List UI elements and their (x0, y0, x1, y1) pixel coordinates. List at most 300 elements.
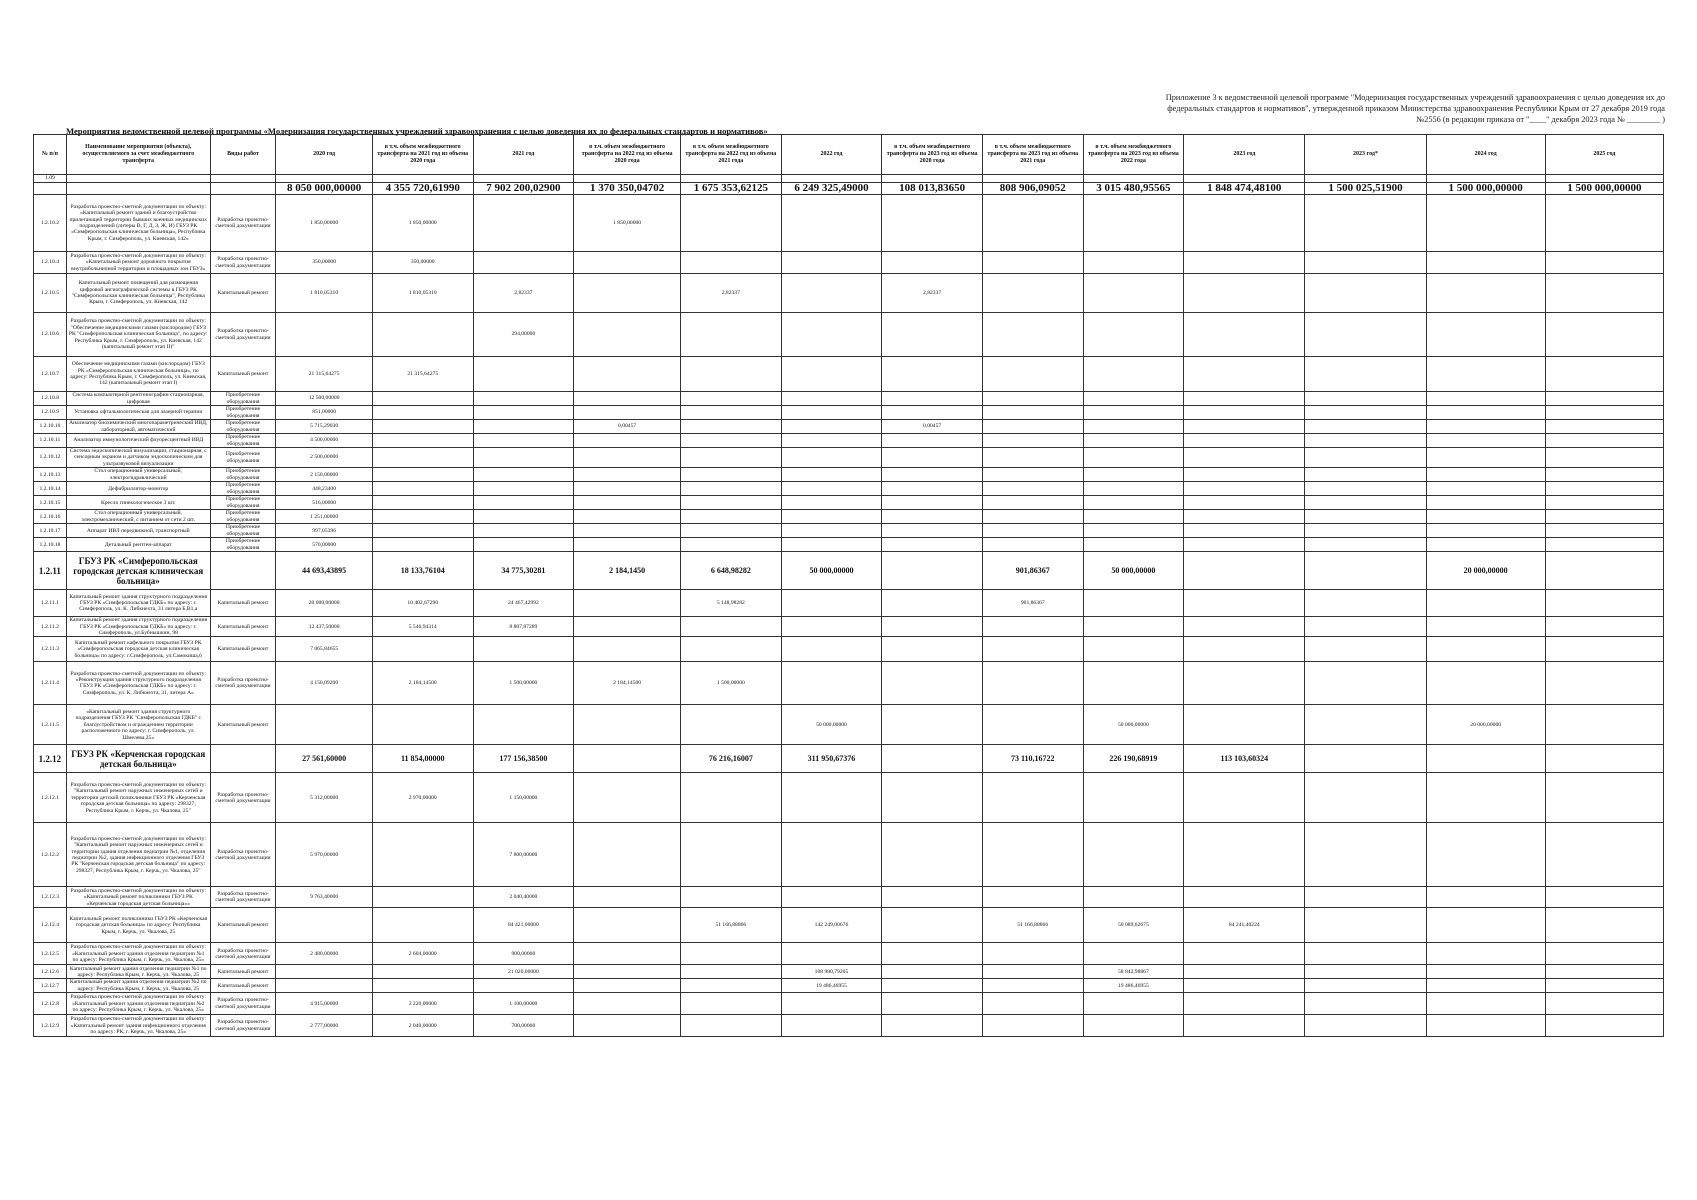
cell-y2023-from-2020 (882, 943, 983, 965)
cell-y2023-from-2021 (982, 965, 1083, 979)
cell-y2022-from-2021 (681, 773, 782, 823)
cell-y2024: 20 000,00000 (1426, 705, 1545, 745)
cell-y2025 (1545, 524, 1663, 538)
cell-y2021 (473, 434, 574, 448)
cell-y2022-from-2021 (681, 195, 782, 252)
cell-y2023-from-2022 (1083, 392, 1184, 406)
cell-y2023-from-2022 (1083, 420, 1184, 434)
cell-y2022 (781, 524, 882, 538)
cell-y2024 (1426, 175, 1545, 183)
cell-y2021-from-2020 (372, 313, 473, 357)
cell-y2023-from-2022 (1083, 406, 1184, 420)
cell-measure-name: ГБУЗ РК «Керченская городская детская больница» (66, 745, 210, 773)
cell-y2023-from-2022: 50 089,02675 (1083, 908, 1184, 943)
cell-y2023-star (1305, 175, 1426, 183)
table-row (34, 908, 1664, 943)
cell-y2023-from-2020 (882, 823, 983, 887)
cell-y2022-from-2020: 2 184,1450 (574, 552, 681, 590)
cell-y2023-from-2020 (882, 773, 983, 823)
cell-measure-name: Разработка проектно-сметной документации по объекту: «Капитальный ремонт здания отделения педиатрии №2 по адресу: Республика Крым, г. Керчь, ул. Чкалова, 25» (66, 993, 210, 1015)
cell-y2022-from-2021 (681, 705, 782, 745)
cell-work-type: Разработка проектно-сметной документации (210, 943, 276, 965)
table-row (34, 524, 1664, 538)
cell-y2023-star (1305, 965, 1426, 979)
cell-y2021-from-2020: 3 220,00000 (372, 993, 473, 1015)
cell-y2022-from-2021 (681, 823, 782, 887)
cell-measure-name: Анализатор биохимический многопараметрический ИВД, лабораторный, автоматический (66, 420, 210, 434)
cell-y2022 (781, 468, 882, 482)
cell-y2020 (276, 979, 373, 993)
cell-work-type: Капитальный ремонт (210, 705, 276, 745)
cell-y2023-from-2022 (1083, 195, 1184, 252)
cell-y2020: 2 500,00000 (276, 448, 373, 468)
cell-y2023-from-2021 (982, 252, 1083, 274)
cell-work-type: Разработка проектно-сметной документации (210, 252, 276, 274)
cell-y2022 (781, 482, 882, 496)
cell-y2021-from-2020 (372, 823, 473, 887)
cell-y2023-from-2021 (982, 496, 1083, 510)
cell-y2023-from-2022 (1083, 662, 1184, 705)
cell-y2022 (781, 392, 882, 406)
cell-y2023-from-2020 (882, 496, 983, 510)
cell-y2023-from-2021 (982, 705, 1083, 745)
cell-y2020 (276, 908, 373, 943)
cell-y2024 (1426, 392, 1545, 406)
cell-y2022-from-2020 (574, 705, 681, 745)
cell-measure-name: Разработка проектно-сметной документации по объекту: «Капитальный ремонт здания отделения педиатрии №1 по адресу: Республика Крым, г. Керчь, ул. Чкалова, 25» (66, 943, 210, 965)
cell-row-number: 1.2.12 (34, 745, 67, 773)
cell-y2023-from-2022 (1083, 175, 1184, 183)
cell-row-number: 1.2.10.15 (34, 496, 67, 510)
cell-y2023-from-2020 (882, 705, 983, 745)
cell-y2021 (473, 482, 574, 496)
cell-y2023-star (1305, 773, 1426, 823)
cell-y2023-from-2020 (882, 637, 983, 662)
cell-y2023-star (1305, 705, 1426, 745)
cell-y2023-from-2022 (1083, 887, 1184, 908)
cell-y2023-from-2022 (1083, 617, 1184, 637)
column-header-y2025: 2025 год (1545, 135, 1663, 175)
cell-y2023-star (1305, 524, 1426, 538)
cell-y2022-from-2020 (574, 1015, 681, 1037)
cell-row-number: 1.2.10.4 (34, 252, 67, 274)
table-row (34, 434, 1664, 448)
cell-y2022-from-2020 (574, 357, 681, 392)
cell-y2022-from-2021 (681, 448, 782, 468)
group-row (34, 552, 1664, 590)
cell-y2021: 21 020,00000 (473, 965, 574, 979)
cell-y2023 (1184, 538, 1305, 552)
cell-y2022: 50 000,00000 (781, 552, 882, 590)
cell-y2022 (781, 773, 882, 823)
column-header-y2022-from-2020: в т.ч. объем межбюджетного трансферта на 2022 год из объема 2020 года (574, 135, 681, 175)
cell-y2025 (1545, 979, 1663, 993)
cell-measure-name: Анализатор иммунологический флуоресцентный ИВД (66, 434, 210, 448)
cell-y2021 (473, 175, 574, 183)
cell-work-type: Приобретение оборудования (210, 524, 276, 538)
cell-y2023 (1184, 434, 1305, 448)
cell-y2025 (1545, 357, 1663, 392)
cell-y2024 (1426, 510, 1545, 524)
cell-y2022-from-2020 (574, 274, 681, 313)
cell-y2024 (1426, 274, 1545, 313)
cell-y2023-star (1305, 468, 1426, 482)
cell-y2023-from-2020 (882, 510, 983, 524)
cell-measure-name: Капитальный ремонт помещений для размещения цифровой ангиографической системы в ГБУЗ РК "Симферопольская клиническая больница", Республика Крым, г. Симферополь, ул. Киевская, 142 (66, 274, 210, 313)
cell-y2020: 5 312,00000 (276, 773, 373, 823)
cell-y2025 (1545, 1015, 1663, 1037)
cell-y2021 (473, 468, 574, 482)
cell-y2022-from-2021 (681, 313, 782, 357)
cell-y2021 (473, 979, 574, 993)
cell-y2023-from-2021: 901,86367 (982, 552, 1083, 590)
cell-row-number: 1.2.10.2 (34, 195, 67, 252)
cell-measure-name: Дефибриллятор-монитор (66, 482, 210, 496)
cell-y2024 (1426, 823, 1545, 887)
cell-y2024 (1426, 773, 1545, 823)
cell-y2023-star (1305, 420, 1426, 434)
cell-y2022-from-2021 (681, 392, 782, 406)
cell-y2024 (1426, 195, 1545, 252)
cell-y2020 (276, 313, 373, 357)
cell-y2022-from-2021 (681, 965, 782, 979)
cell-y2020: 2 777,00000 (276, 1015, 373, 1037)
cell-row-number: 1.2.10.18 (34, 538, 67, 552)
cell-y2023-star (1305, 482, 1426, 496)
cell-y2020: 1 251,00000 (276, 510, 373, 524)
cell-y2020: 20 000,00000 (276, 590, 373, 617)
cell-y2023-from-2020: 108 013,83650 (882, 183, 983, 195)
cell-y2023-from-2020 (882, 590, 983, 617)
cell-y2025 (1545, 745, 1663, 773)
cell-y2023-from-2021 (982, 420, 1083, 434)
table-row (34, 482, 1664, 496)
cell-y2024 (1426, 448, 1545, 468)
cell-measure-name: Детальный рентген-аппарат (66, 538, 210, 552)
cell-measure-name: Разработка проектно-сметной документации по объекту: «Капитальный ремонт поликлиники ГБУЗ РК «Керченская городская детская больница»» (66, 887, 210, 908)
table-row (34, 357, 1664, 392)
cell-y2023-from-2021: 51 166,88866 (982, 908, 1083, 943)
cell-row-number: 1.2.10.10 (34, 420, 67, 434)
cell-y2023-from-2020 (882, 538, 983, 552)
column-header-y2020: 2020 год (276, 135, 373, 175)
cell-y2025 (1545, 590, 1663, 617)
cell-y2023: 84 241,40224 (1184, 908, 1305, 943)
cell-y2022-from-2020: 2 184,14500 (574, 662, 681, 705)
cell-y2023-from-2020 (882, 745, 983, 773)
cell-y2023 (1184, 510, 1305, 524)
cell-y2024 (1426, 468, 1545, 482)
cell-y2023: 113 103,60324 (1184, 745, 1305, 773)
cell-y2022-from-2020 (574, 406, 681, 420)
cell-y2021-from-2020: 2 970,00000 (372, 773, 473, 823)
cell-measure-name: Разработка проектно-сметной документации по объекту: «Капитальный ремонт дорожного покрытия внутрибольничной территории и площадных зон ГБУЗ» (66, 252, 210, 274)
cell-y2023-from-2022: 58 842,98867 (1083, 965, 1184, 979)
cell-y2023 (1184, 617, 1305, 637)
cell-y2022-from-2021 (681, 979, 782, 993)
cell-y2022: 311 950,67376 (781, 745, 882, 773)
cell-y2023-from-2021 (982, 524, 1083, 538)
cell-y2021-from-2020 (372, 406, 473, 420)
cell-y2021-from-2020 (372, 524, 473, 538)
cell-y2023-from-2021 (982, 979, 1083, 993)
cell-y2024 (1426, 943, 1545, 965)
cell-y2025 (1545, 637, 1663, 662)
cell-work-type: Разработка проектно-сметной документации (210, 195, 276, 252)
cell-y2020: 851,00000 (276, 406, 373, 420)
cell-measure-name (66, 175, 210, 183)
cell-y2023-star (1305, 392, 1426, 406)
column-header-row-number: № п/п (34, 135, 67, 175)
cell-y2025 (1545, 617, 1663, 637)
cell-y2020: 350,00000 (276, 252, 373, 274)
cell-work-type: Разработка проектно-сметной документации (210, 773, 276, 823)
cell-y2023 (1184, 468, 1305, 482)
cell-measure-name: «Капитальный ремонт здания структурного подразделения ГБУЗ РК "Симферопольская ГДКБ" с благоустройством и ограждением территории расположенного по адресу: г. Симферополь, ул. Шмелева,25» (66, 705, 210, 745)
cell-work-type: Капитальный ремонт (210, 274, 276, 313)
cell-y2022-from-2021 (681, 1015, 782, 1037)
appendix-note: Приложение 3 к ведомственной целевой программе "Модернизация государственных учреждений здравоохранения с целью доведения их до федеральных стандартов и нормативов", утвержденной приказом Министерства здравоохранения Республики Крым от 27 декабря 2019 года №2556 (в редакции приказа от "____" декабря 2023 года № ________ ) (1165, 93, 1665, 124)
cell-y2023 (1184, 965, 1305, 979)
cell-y2023 (1184, 552, 1305, 590)
cell-y2023-star (1305, 406, 1426, 420)
cell-y2021 (473, 252, 574, 274)
cell-y2024 (1426, 637, 1545, 662)
cell-y2025 (1545, 510, 1663, 524)
cell-measure-name: Стол операционный универсальный, электромеханический, с питанием от сети 2 шт. (66, 510, 210, 524)
cell-y2023 (1184, 887, 1305, 908)
cell-y2022: 19 486,46955 (781, 979, 882, 993)
cell-y2022-from-2021 (681, 496, 782, 510)
cell-measure-name: Капитальный ремонт здания структурного подразделения ГБУЗ РК «Симферопольская ГДКБ» по адресу: г. Симферополь, ул. К. Либкнехта, 31 литера Б,В1,а (66, 590, 210, 617)
cell-measure-name: Капитальный ремонт кафельного покрытия ГБУЗ РК «Симферопольская городская детская клиническая больница» по адресу: г.Симферополь, ул.Самокиша,6 (66, 637, 210, 662)
cell-y2023-from-2022 (1083, 1015, 1184, 1037)
cell-y2025 (1545, 313, 1663, 357)
cell-y2021-from-2020: 2 604,00000 (372, 943, 473, 965)
cell-y2025 (1545, 965, 1663, 979)
cell-y2022-from-2020 (574, 965, 681, 979)
cell-y2021-from-2020: 5 546,94314 (372, 617, 473, 637)
cell-y2023: 1 848 474,48100 (1184, 183, 1305, 195)
table-row (34, 590, 1664, 617)
cell-y2021 (473, 406, 574, 420)
cell-y2022-from-2020 (574, 175, 681, 183)
cell-y2023 (1184, 195, 1305, 252)
cell-y2023-from-2022 (1083, 524, 1184, 538)
cell-work-type: Капитальный ремонт (210, 590, 276, 617)
cell-y2022-from-2021 (681, 175, 782, 183)
cell-work-type: Приобретение оборудования (210, 392, 276, 406)
cell-y2022-from-2020: 1 850,00000 (574, 195, 681, 252)
cell-row-number: 1.2.10.12 (34, 448, 67, 468)
cell-y2021: 7 800,00000 (473, 823, 574, 887)
cell-row-number (34, 183, 67, 195)
table-row (34, 705, 1664, 745)
cell-measure-name: Капитальный ремонт здания структурного подразделения ГБУЗ РК «Симферопольская ГДКБ» по адресу: г. Симферополь, ул.Бубнышкин, 98 (66, 617, 210, 637)
cell-y2023 (1184, 705, 1305, 745)
cell-y2025 (1545, 420, 1663, 434)
cell-y2024 (1426, 524, 1545, 538)
cell-y2021-from-2020: 1 810,05310 (372, 274, 473, 313)
cell-y2021-from-2020 (372, 468, 473, 482)
cell-y2022-from-2020 (574, 524, 681, 538)
cell-y2025 (1545, 887, 1663, 908)
cell-y2023-from-2020 (882, 993, 983, 1015)
cell-y2022 (781, 617, 882, 637)
cell-y2020: 4 150,09200 (276, 662, 373, 705)
cell-y2020: 2 150,00000 (276, 468, 373, 482)
cell-y2023 (1184, 313, 1305, 357)
cell-work-type (210, 745, 276, 773)
cell-y2024 (1426, 908, 1545, 943)
column-header-y2023-from-2020: в т.ч. объем межбюджетного трансферта на 2023 год из объема 2020 года (882, 135, 983, 175)
cell-y2021-from-2020 (372, 965, 473, 979)
cell-y2023 (1184, 175, 1305, 183)
cell-measure-name: Система эндоскопической визуализации, стационарная, с сенсорным экраном и датчиком эндоскопическим для ультразвуковой визуализации (66, 448, 210, 468)
cell-y2021 (473, 195, 574, 252)
cell-y2025 (1545, 908, 1663, 943)
cell-y2023 (1184, 823, 1305, 887)
cell-y2020: 7 065,84655 (276, 637, 373, 662)
cell-y2021: 900,00000 (473, 943, 574, 965)
cell-row-number: 1.2.12.7 (34, 979, 67, 993)
cell-y2021 (473, 392, 574, 406)
cell-y2024 (1426, 993, 1545, 1015)
table-row (34, 468, 1664, 482)
cell-y2022-from-2021 (681, 617, 782, 637)
cell-y2021: 1 100,00000 (473, 993, 574, 1015)
cell-y2022-from-2021: 2,82337 (681, 274, 782, 313)
cell-measure-name: Разработка проектно-сметной документации по объекту: "Капитальный ремонт наружных инженерных сетей и территории здания отделения педиатрии №1, отделения педиатрии №2, здания инфекционного отделения ГБУЗ РК "Керченская городская детская больница" по адресу: 298327, Республика Крым, г. Керчь, ул. Чкалова, 25" (66, 823, 210, 887)
cell-measure-name: Капитальный ремонт поликлиники ГБУЗ РК «Керченская городская детская больница» по адресу: Республика Крым, г. Керчь, ул. Чкалова, 25 (66, 908, 210, 943)
cell-y2022-from-2021 (681, 943, 782, 965)
cell-y2022-from-2020 (574, 993, 681, 1015)
cell-y2022-from-2021 (681, 524, 782, 538)
cell-measure-name: Обеспечение медицинскими газами (кислородом) ГБУЗ РК «Симферопольская клиническая больница», по адресу: Республика Крым, г. Симферополь, ул. Киевская, 142 (капитальный ремонт этап I) (66, 357, 210, 392)
table-row (34, 252, 1664, 274)
cell-y2023-from-2022 (1083, 482, 1184, 496)
cell-measure-name: Разработка проектно-сметной документации по объекту: «Реконструкция здания структурного подразделения ГБУЗ РК «Симферопольская ГДКБ» по адресу: г. Симферополь, ул. К. Либкнехта, 31, литера А» (66, 662, 210, 705)
cell-y2024 (1426, 979, 1545, 993)
cell-y2024 (1426, 496, 1545, 510)
cell-y2023-star (1305, 993, 1426, 1015)
cell-y2023-from-2020 (882, 979, 983, 993)
cell-y2023-from-2021 (982, 434, 1083, 448)
cell-y2025 (1545, 496, 1663, 510)
table-row (34, 496, 1664, 510)
cell-y2025 (1545, 448, 1663, 468)
cell-y2021 (473, 357, 574, 392)
group-row (34, 745, 1664, 773)
column-header-work-type: Виды работ (210, 135, 276, 175)
cell-y2022 (781, 993, 882, 1015)
table-row (34, 1015, 1664, 1037)
total-row (34, 183, 1664, 195)
cell-y2023-from-2021 (982, 943, 1083, 965)
table-row (34, 773, 1664, 823)
cell-y2021-from-2020: 4 355 720,61990 (372, 183, 473, 195)
cell-y2021-from-2020 (372, 538, 473, 552)
cell-y2023-star (1305, 662, 1426, 705)
cell-y2022 (781, 662, 882, 705)
cell-y2023-from-2020 (882, 313, 983, 357)
cell-row-number: 1.2.11.4 (34, 662, 67, 705)
cell-y2025 (1545, 434, 1663, 448)
cell-y2021-from-2020 (372, 637, 473, 662)
cell-y2022-from-2021 (681, 252, 782, 274)
cell-y2025 (1545, 175, 1663, 183)
cell-y2022-from-2021 (681, 887, 782, 908)
cell-y2024 (1426, 406, 1545, 420)
cell-y2023-from-2022 (1083, 637, 1184, 662)
cell-y2022 (781, 943, 882, 965)
cell-y2020 (276, 175, 373, 183)
cell-row-number: 1.2.11.2 (34, 617, 67, 637)
cell-y2023-from-2021 (982, 313, 1083, 357)
cell-y2022-from-2020 (574, 482, 681, 496)
cell-y2025 (1545, 482, 1663, 496)
cell-y2022-from-2020 (574, 392, 681, 406)
cell-y2022: 108 980,79205 (781, 965, 882, 979)
cell-row-number: 1.2.11.1 (34, 590, 67, 617)
cell-y2021-from-2020 (372, 420, 473, 434)
cell-y2022 (781, 434, 882, 448)
cell-y2023-from-2022 (1083, 252, 1184, 274)
cell-y2022-from-2020 (574, 617, 681, 637)
cell-row-number: 1.2.10.11 (34, 434, 67, 448)
cell-y2023-from-2020 (882, 448, 983, 468)
cell-work-type: Разработка проектно-сметной документации (210, 993, 276, 1015)
column-header-y2021-from-2020: в т.ч. объем межбюджетного трансферта на 2021 год из объема 2020 года (372, 135, 473, 175)
cell-y2023 (1184, 637, 1305, 662)
cell-y2023-from-2020 (882, 482, 983, 496)
table-row (34, 313, 1664, 357)
cell-y2023-from-2021: 808 906,09052 (982, 183, 1083, 195)
cell-y2023-from-2020 (882, 1015, 983, 1037)
cell-y2023-from-2021: 901,86367 (982, 590, 1083, 617)
cell-y2021-from-2020 (372, 908, 473, 943)
cell-y2022-from-2021 (681, 637, 782, 662)
cell-row-number: 1.2.10.7 (34, 357, 67, 392)
cell-y2023-from-2022 (1083, 943, 1184, 965)
cell-y2020: 2 480,00000 (276, 943, 373, 965)
cell-y2021: 84 421,00000 (473, 908, 574, 943)
cell-row-number: 1.2.10.14 (34, 482, 67, 496)
cell-y2023-from-2022: 50 000,00000 (1083, 552, 1184, 590)
cell-measure-name: Кресло гинекологическое 3 шт. (66, 496, 210, 510)
cell-y2021-from-2020: 1 850,00000 (372, 195, 473, 252)
cell-y2023-star (1305, 887, 1426, 908)
cell-y2025: 1 500 000,00000 (1545, 183, 1663, 195)
cell-y2023-from-2021 (982, 538, 1083, 552)
cell-measure-name: Разработка проектно-сметной документации по объекту: «Капитальный ремонт здания инфекционного отделения по адресу: РК, г. Керчь, ул. Чкалова, 25» (66, 1015, 210, 1037)
cell-y2020: 4 915,00000 (276, 993, 373, 1015)
cell-y2023-star (1305, 552, 1426, 590)
cell-y2022-from-2020 (574, 313, 681, 357)
cell-y2020: 21 315,64275 (276, 357, 373, 392)
cell-y2022-from-2020 (574, 510, 681, 524)
cell-y2025 (1545, 195, 1663, 252)
cell-y2025 (1545, 823, 1663, 887)
cell-y2023-from-2021 (982, 617, 1083, 637)
cell-y2023-from-2021 (982, 823, 1083, 887)
cell-y2023 (1184, 482, 1305, 496)
cell-y2023-from-2022 (1083, 510, 1184, 524)
cell-row-number: 1.2.10.8 (34, 392, 67, 406)
cell-y2023-from-2021 (982, 357, 1083, 392)
cell-y2025 (1545, 274, 1663, 313)
cell-work-type: Приобретение оборудования (210, 420, 276, 434)
